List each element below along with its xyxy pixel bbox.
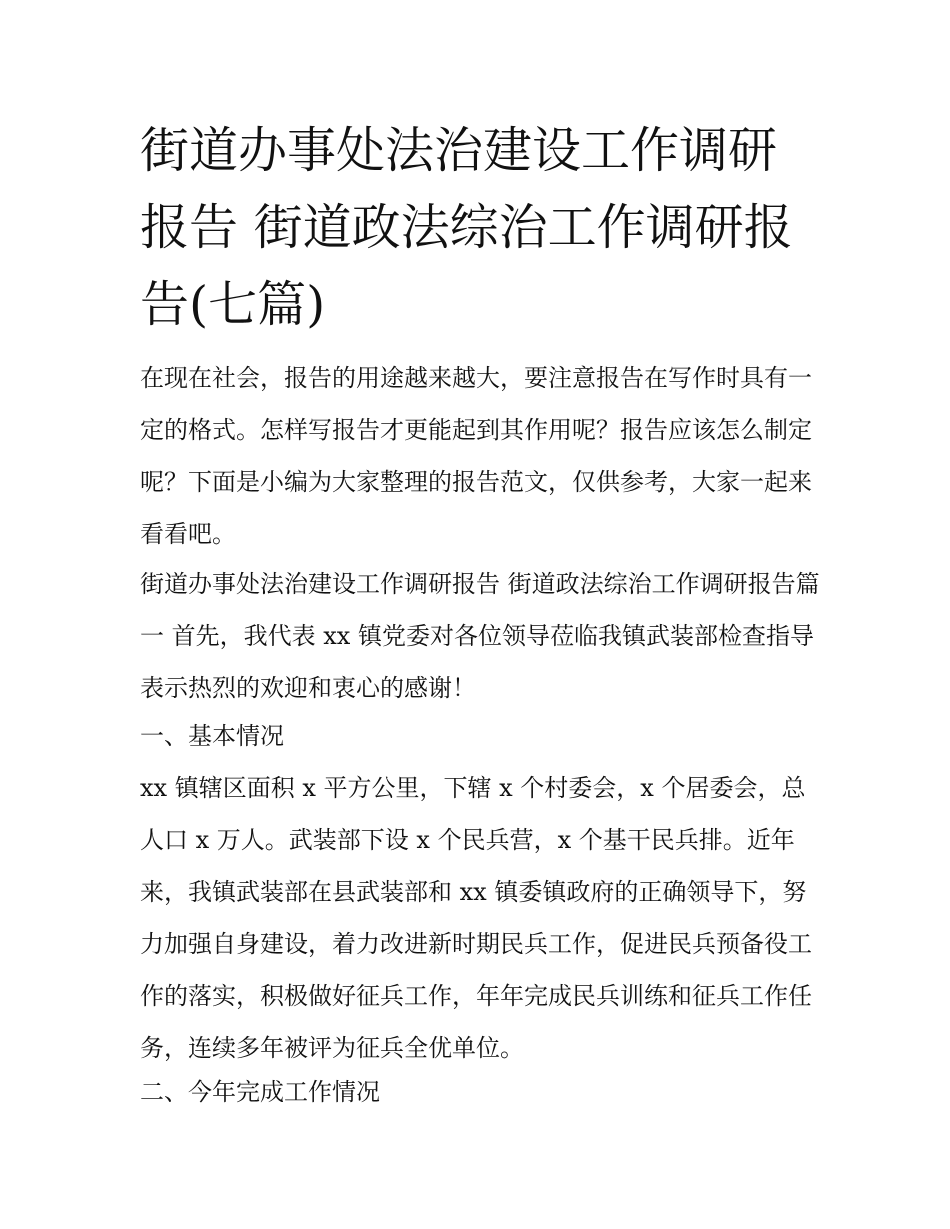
article-heading-paragraph: 街道办事处法治建设工作调研报告 街道政法综治工作调研报告篇一 首先，我代表 xx 镇党委对各位领导莅临我镇武装部检查指导表示热烈的欢迎和衷心的感谢！ — [140, 570, 820, 702]
section-1-body: xx 镇辖区面积 x 平方公里，下辖 x 个村委会，x 个居委会，总人口 x 万人。武装部下设 x 个民兵营，x 个基干民兵排。近年来，我镇武装部在县武装部和 xx 镇委镇政府的正确领导下，努力加强自身建设，着力改进新时期民兵工作，促进民兵预备役工作的落实，积极做好征兵工作，年年完成民兵训练和征兵工作任务，连续多年被评为征兵全优单位。 — [140, 774, 812, 1062]
document-title: 街道办事处法治建设工作调研报告 街道政法综治工作调研报告(七篇) — [140, 122, 793, 333]
section-1-title: 一、基本情况 — [140, 722, 284, 750]
intro-paragraph: 在现在社会，报告的用途越来越大，要注意报告在写作时具有一定的格式。怎样写报告才更能起到其作用呢？报告应该怎么制定呢？下面是小编为大家整理的报告范文，仅供参考，大家一起来看看吧。 — [140, 364, 812, 548]
section-2-title: 二、今年完成工作情况 — [140, 1078, 380, 1106]
